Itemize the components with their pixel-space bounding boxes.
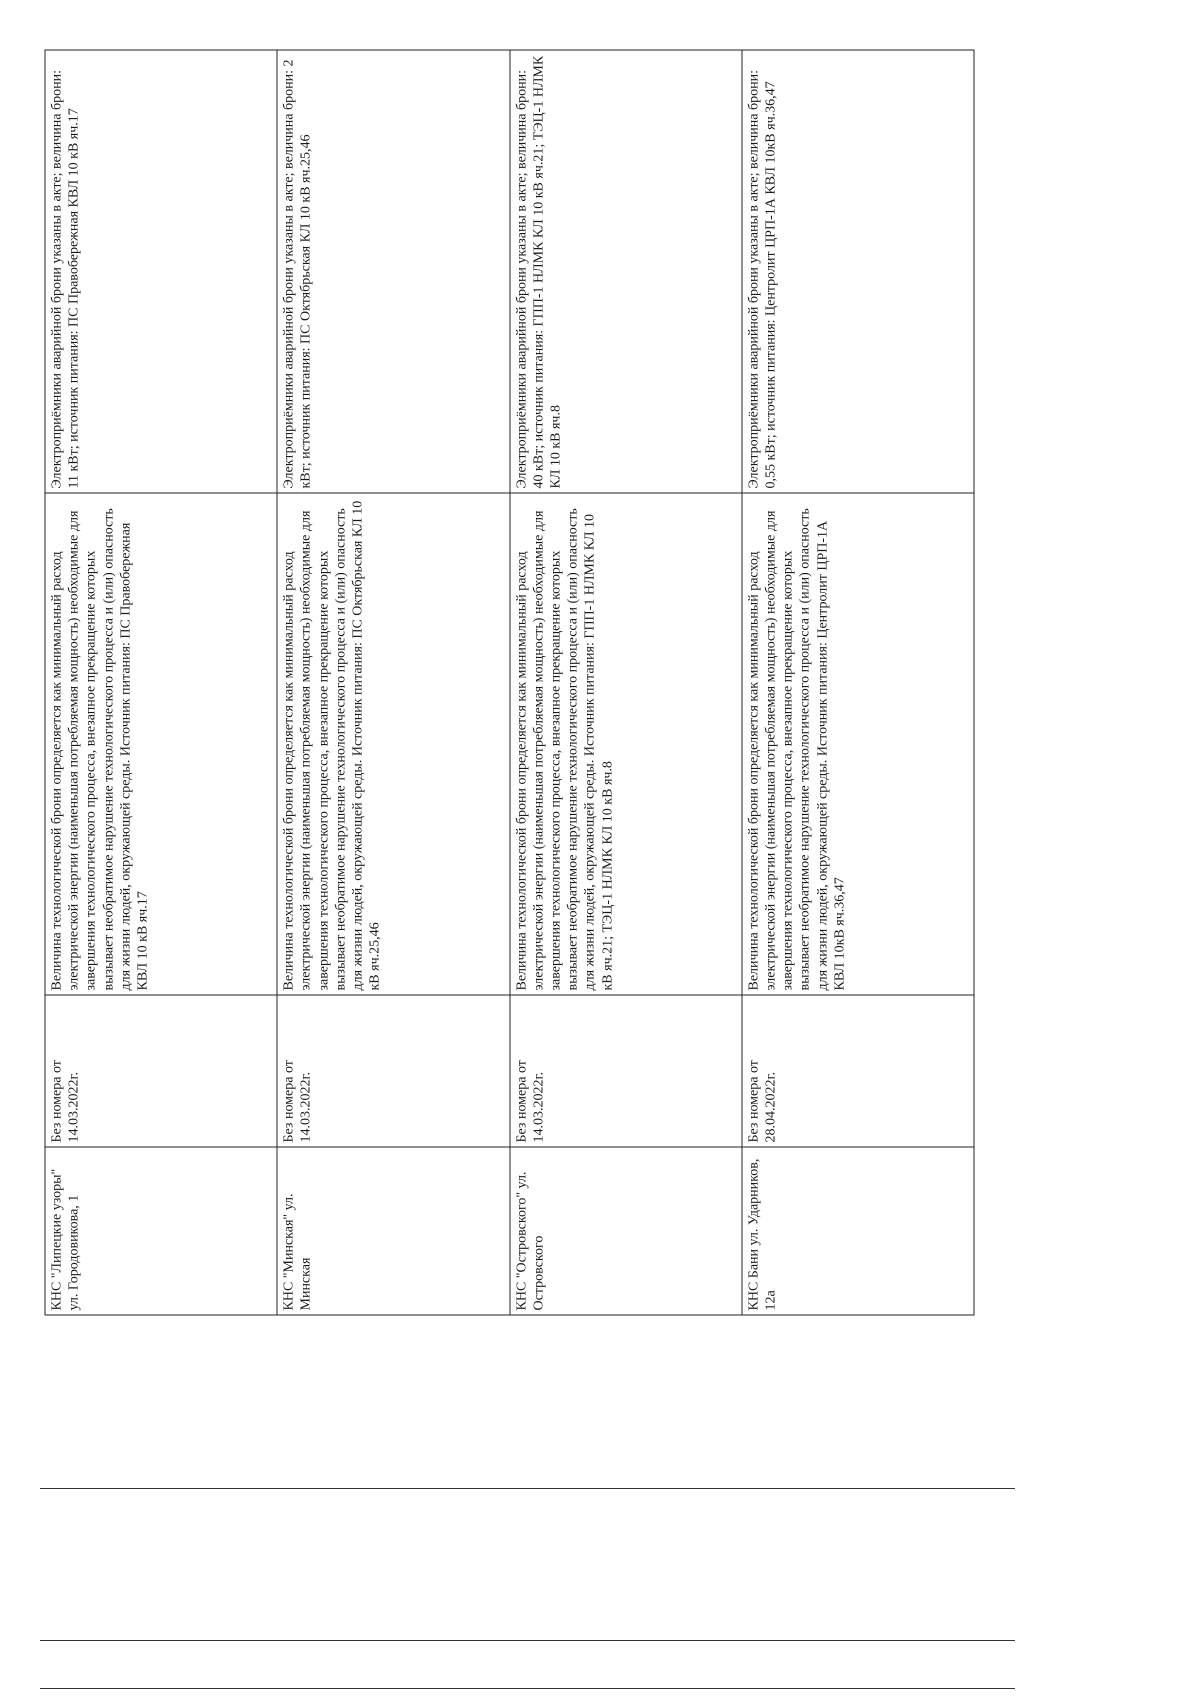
object-cell: КНС "Липецкие узоры" ул. Городовикова, 1: [45, 1147, 277, 1315]
emergency-reserve-cell: Электроприёмники аварийной брони указаны в акте; величина брони: 0,55 кВт; источник питания: Центролит ЦРП-1А КВЛ 10кВ яч.36,47: [742, 50, 974, 493]
object-cell: КНС "Минская" ул. Минская: [277, 1147, 509, 1315]
reservation-table: [45, 49, 975, 1315]
table-row: [742, 50, 974, 1315]
object-cell: КНС "Островского" ул. Островского: [510, 1147, 742, 1315]
act-cell: Без номера от 28.04.2022г.: [742, 995, 974, 1147]
table-row: [277, 50, 509, 1315]
table-row: [510, 50, 742, 1315]
emergency-reserve-cell: Электроприёмники аварийной брони указаны в акте; величина брони: 40 кВт; источник питания: ГПП-1 НЛМК КЛ 10 кВ яч.21; ТЭЦ-1 НЛМК КЛ 10 кВ яч.8: [510, 50, 742, 493]
tech-reserve-cell: Величина технологической брони определяется как минимальный расход электрической энергии (наименьшая потребляемая мощность) необходимые для завершения технологического процесса, внезапное прекращение которых вызывает необратимое нарушение технологического процесса и (или) опасность для жизни людей, окружающей среды. Источник питания: Центролит ЦРП-1А КВЛ 10кВ яч.36,47: [742, 493, 974, 995]
rotated-table-container: [45, 50, 975, 1315]
horizontal-rule: [40, 1488, 1015, 1489]
object-cell: КНС Бани ул. Ударников, 12а: [742, 1147, 974, 1315]
horizontal-rule: [40, 1640, 1015, 1641]
table-row: [45, 50, 277, 1315]
emergency-reserve-cell: Электроприёмники аварийной брони указаны в акте; величина брони: 11 кВт; источник питания: ПС Правобережная КВЛ 10 кВ яч.17: [45, 50, 277, 493]
tech-reserve-cell: Величина технологической брони определяется как минимальный расход электрической энергии (наименьшая потребляемая мощность) необходимые для завершения технологического процесса, внезапное прекращение которых вызывает необратимое нарушение технологического процесса и (или) опасность для жизни людей, окружающей среды. Источник питания: ГПП-1 НЛМК КЛ 10 кВ яч.21; ТЭЦ-1 НЛМК КЛ 10 кВ яч.8: [510, 493, 742, 995]
horizontal-rule: [40, 1688, 1015, 1689]
act-cell: Без номера от 14.03.2022г.: [510, 995, 742, 1147]
act-cell: Без номера от 14.03.2022г.: [45, 995, 277, 1147]
tech-reserve-cell: Величина технологической брони определяется как минимальный расход электрической энергии (наименьшая потребляемая мощность) необходимые для завершения технологического процесса, внезапное прекращение которых вызывает необратимое нарушение технологического процесса и (или) опасность для жизни людей, окружающей среды. Источник питания: ПС Правобережная КВЛ 10 кВ яч.17: [45, 493, 277, 995]
act-cell: Без номера от 14.03.2022г.: [277, 995, 509, 1147]
tech-reserve-cell: Величина технологической брони определяется как минимальный расход электрической энергии (наименьшая потребляемая мощность) необходимые для завершения технологического процесса, внезапное прекращение которых вызывает необратимое нарушение технологического процесса и (или) опасность для жизни людей, окружающей среды. Источник питания: ПС Октябрьская КЛ 10 кВ яч.25,46: [277, 493, 509, 995]
emergency-reserve-cell: Электроприёмники аварийной брони указаны в акте; величина брони: 2 кВт; источник питания: ПС Октябрьская КЛ 10 кВ яч.25,46: [277, 50, 509, 493]
